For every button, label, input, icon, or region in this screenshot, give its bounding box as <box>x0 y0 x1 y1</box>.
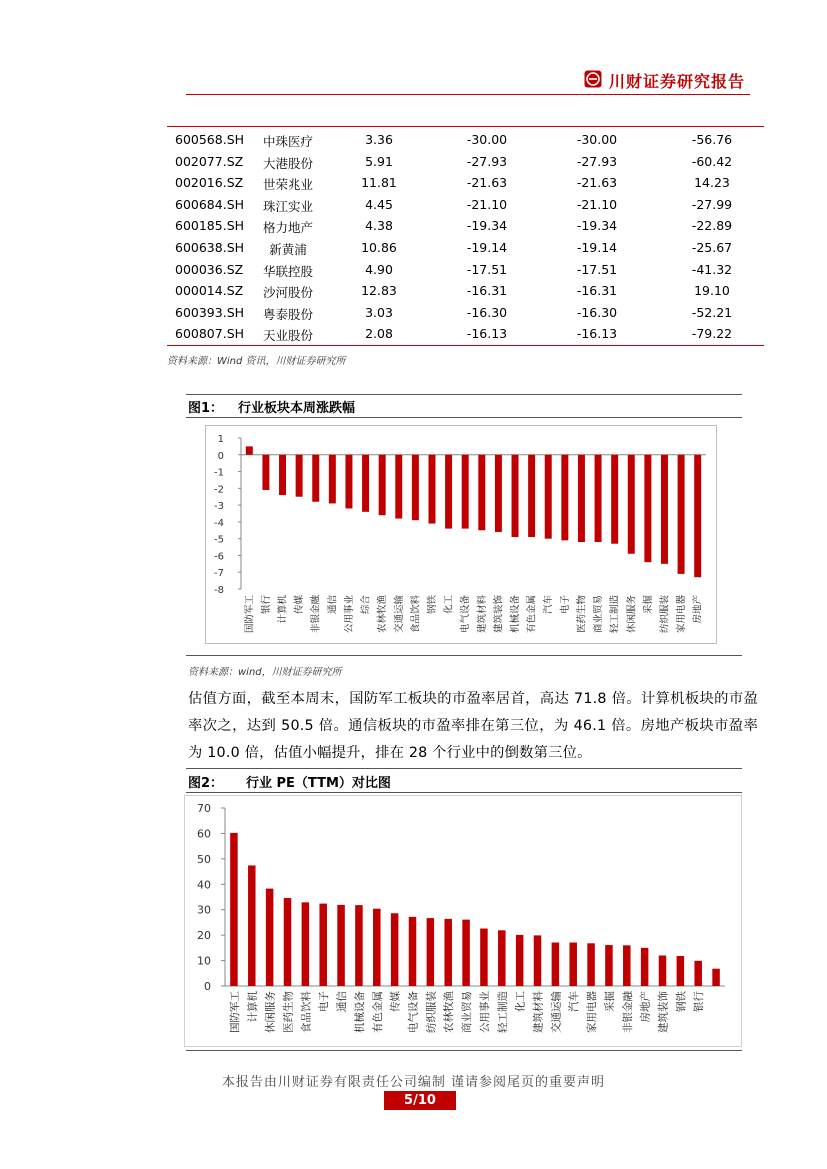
chart2-y-tick-label: 10 <box>197 954 211 968</box>
chart2-bar <box>391 913 399 986</box>
chart2-bar <box>248 865 256 986</box>
table-cell-v1: 5.91 <box>365 153 393 169</box>
chart1-x-tick-label: 汽车 <box>543 595 555 615</box>
chart1-bar <box>428 455 435 524</box>
chart1-y-tick-label: -4 <box>214 517 224 529</box>
chart2-bar <box>712 969 720 986</box>
chart1-x-tick-label: 商业贸易 <box>593 595 605 634</box>
chart1-x-tick-label: 建筑装饰 <box>493 595 505 634</box>
chart1-bar <box>445 455 452 529</box>
table-cell-v3: -27.93 <box>576 153 618 169</box>
chart1-x-tick-label: 综合 <box>360 595 372 615</box>
figure1-source-note: 资料来源：wind，川财证券研究所 <box>188 667 342 678</box>
table-top-border <box>167 126 764 127</box>
figure1-title: 行业板块本周涨跌幅 <box>238 401 356 416</box>
chart2-x-tick-label: 农林牧渔 <box>443 991 456 1033</box>
chart2-bar <box>230 833 238 986</box>
chart1-bar <box>678 455 685 574</box>
chart2-y-tick-label: 30 <box>197 903 211 917</box>
chart1-bar <box>661 455 668 564</box>
chart1-x-tick-label: 纺织服装 <box>659 595 671 634</box>
chart1-bar <box>611 455 618 544</box>
table-cell-code: 600807.SH <box>175 326 245 342</box>
table-cell-v4: 14.23 <box>694 175 730 191</box>
header-divider <box>186 94 750 95</box>
chart2-bar <box>409 917 417 986</box>
table-cell-v3: -17.51 <box>576 261 618 277</box>
table-cell-v1: 12.83 <box>361 283 397 299</box>
chart1-y-tick-label: -6 <box>214 551 224 563</box>
table-bottom-border <box>167 345 764 346</box>
table-cell-name: 华联控股 <box>262 263 313 279</box>
table-cell-v3: -30.00 <box>576 132 618 147</box>
table-cell-code: 000036.SZ <box>175 261 244 277</box>
table-cell-v2: -19.34 <box>466 218 508 234</box>
chart2-y-tick-label: 60 <box>197 827 211 841</box>
chart2-x-tick-label: 非银金融 <box>621 991 634 1033</box>
chart1-x-tick-label: 家用电器 <box>676 595 688 634</box>
chart1-x-tick-label: 轻工制造 <box>609 595 621 634</box>
table-cell-v1: 4.45 <box>365 196 393 212</box>
chart1-x-tick-label: 有色金属 <box>526 595 538 634</box>
table-cell-code: 600684.SH <box>175 196 245 212</box>
chart1-x-tick-label: 机械设备 <box>510 595 522 634</box>
chart2-y-tick-label: 70 <box>197 802 211 815</box>
table-cell-v3: -19.34 <box>576 218 618 234</box>
table-cell-v4: -22.89 <box>691 218 733 234</box>
table-cell-v1: 3.36 <box>365 132 393 147</box>
industry-pe-chart <box>185 796 741 1046</box>
table-row <box>167 194 764 216</box>
chart1-x-tick-label: 公用事业 <box>343 595 355 634</box>
page-number-badge: 5/10 <box>384 1091 456 1110</box>
chart1-bar <box>545 455 552 539</box>
chart1-x-tick-label: 农林牧渔 <box>377 595 389 634</box>
chart2-bar <box>319 904 327 986</box>
chart1-bar <box>312 455 319 502</box>
chart1-x-tick-label: 采掘 <box>642 595 654 615</box>
chart1-bar <box>644 455 651 562</box>
chart1-y-tick-label: 0 <box>217 450 224 462</box>
chart1-bar <box>379 455 386 515</box>
chart1-y-tick-label: -8 <box>214 585 224 596</box>
chart2-y-tick-label: 40 <box>197 878 211 892</box>
chart2-bar <box>516 935 524 986</box>
figure2-chart-frame <box>184 795 742 1047</box>
chart2-x-tick-label: 通信 <box>336 991 349 1012</box>
chart2-bar <box>587 943 595 986</box>
chart2-x-tick-label: 钢铁 <box>675 991 688 1012</box>
chart2-x-tick-label: 银行 <box>693 991 706 1012</box>
chart2-x-tick-label: 交通运输 <box>550 991 563 1033</box>
chart1-bar <box>495 455 502 532</box>
valuation-paragraph <box>188 686 758 767</box>
table-cell-code: 002016.SZ <box>175 175 244 191</box>
figure1-title-rule <box>186 417 742 418</box>
chart2-bar <box>444 919 452 986</box>
chart2-x-tick-label: 计算机 <box>246 991 259 1023</box>
table-cell-v1: 4.38 <box>365 218 393 234</box>
chart1-bar <box>628 455 635 554</box>
chart2-y-tick-label: 0 <box>204 980 211 993</box>
figure1-chart-frame <box>205 425 717 644</box>
table-cell-v3: -16.13 <box>576 326 618 342</box>
table-cell-name: 粤泰股份 <box>262 306 313 322</box>
chart1-bar <box>412 455 419 520</box>
chart2-bar <box>569 943 577 986</box>
chart1-x-tick-label: 银行 <box>260 595 272 615</box>
table-source-note: 资料来源：Wind 资讯，川财证券研究所 <box>167 356 346 367</box>
chart1-y-tick-label: -3 <box>214 501 224 513</box>
table-cell-v4: -60.42 <box>691 153 733 169</box>
chart1-x-tick-label: 传媒 <box>294 595 306 615</box>
chart1-x-tick-label: 医药生物 <box>576 595 588 634</box>
table-cell-v4: -79.22 <box>691 326 733 342</box>
chart1-y-tick-label: -7 <box>214 568 224 580</box>
industry-weekly-change-chart <box>206 426 716 643</box>
chart1-bar <box>462 455 469 529</box>
table-cell-v3: -16.31 <box>576 283 618 299</box>
chart2-x-tick-label: 医药生物 <box>282 991 295 1033</box>
chart1-x-tick-label: 国防军工 <box>244 595 256 634</box>
table-cell-v4: -52.21 <box>691 304 733 320</box>
chart2-bar <box>641 948 649 986</box>
chart1-bar <box>512 455 519 537</box>
chart1-x-tick-label: 非银金融 <box>310 595 322 634</box>
chart1-bar <box>478 455 485 531</box>
chart1-bar <box>694 455 701 577</box>
chart1-bar <box>528 455 535 537</box>
table-cell-v2: -19.14 <box>466 240 508 255</box>
chart2-x-tick-label: 机械设备 <box>353 991 366 1033</box>
table-row <box>167 172 764 194</box>
chart2-x-tick-label: 房地产 <box>639 991 652 1023</box>
chart1-x-tick-label: 休闲服务 <box>626 595 638 634</box>
chart1-bar <box>362 455 369 512</box>
table-row <box>167 323 764 345</box>
table-row <box>167 280 764 302</box>
chart1-x-tick-label: 计算机 <box>277 595 289 624</box>
chart1-bar <box>561 455 568 541</box>
table-cell-v3: -19.14 <box>576 240 618 255</box>
chart1-x-tick-label: 钢铁 <box>426 595 438 615</box>
table-cell-v1: 2.08 <box>365 326 393 342</box>
table-cell-v4: 19.10 <box>694 283 730 299</box>
chart2-bar <box>605 945 613 986</box>
figure2-label: 图2： <box>188 776 224 791</box>
chart2-x-tick-label: 家用电器 <box>586 991 599 1033</box>
figure2-title-rule <box>186 792 742 793</box>
chart2-bar <box>373 909 381 986</box>
figure1-label: 图1： <box>188 401 224 416</box>
table-row <box>167 129 764 151</box>
figure1-top-rule <box>186 394 742 395</box>
valuation-paragraph-text: 估值方面，截至本周末，国防军工板块的市盈率居首，高达 71.8 倍。计算机板块的市盈率次之，达到 50.5 倍。通信板块的市盈率排在第三位，为 46.1 倍。房地产板块市盈率为 10.0 倍，估值小幅提升，排在 28 个行业中的倒数第三位。 <box>188 691 758 761</box>
chart1-x-tick-label: 化工 <box>443 595 455 615</box>
chart1-x-tick-label: 电子 <box>559 595 571 615</box>
table-cell-v1: 4.90 <box>365 261 393 277</box>
table-cell-name: 天业股份 <box>262 328 313 344</box>
chart1-x-tick-label: 电气设备 <box>460 595 472 634</box>
chart1-y-tick-label: -2 <box>214 484 224 496</box>
chart1-y-tick-label: -5 <box>214 534 224 546</box>
chart2-bar <box>302 902 310 986</box>
figure2-bottom-rule <box>186 1050 742 1051</box>
chart2-x-tick-label: 轻工制造 <box>496 991 509 1033</box>
chart2-x-tick-label: 建筑材料 <box>532 991 545 1033</box>
table-cell-name: 新黄浦 <box>269 242 307 257</box>
table-cell-code: 600185.SH <box>175 218 245 234</box>
table-cell-v1: 10.86 <box>361 240 397 255</box>
table-cell-v2: -30.00 <box>466 132 508 147</box>
chart2-bar <box>694 961 702 986</box>
chart2-bar <box>462 920 470 986</box>
chart1-x-tick-label: 房地产 <box>692 595 704 624</box>
chart2-x-tick-label: 国防军工 <box>228 991 241 1033</box>
table-cell-v3: -21.10 <box>576 196 618 212</box>
table-cell-name: 珠江实业 <box>262 198 313 214</box>
table-cell-v4: -25.67 <box>691 240 733 255</box>
table-cell-name: 沙河股份 <box>262 285 313 301</box>
chart2-x-tick-label: 公用事业 <box>478 991 491 1033</box>
chart2-bar <box>355 905 363 986</box>
chart1-bar <box>578 455 585 542</box>
table-cell-v1: 11.81 <box>361 175 397 191</box>
chart2-bar <box>427 918 435 986</box>
table-cell-v3: -21.63 <box>576 175 618 191</box>
chart1-y-tick-label: -1 <box>214 467 224 479</box>
chart2-bar <box>659 955 667 986</box>
chart2-x-tick-label: 采掘 <box>603 991 616 1012</box>
table-row <box>167 215 764 237</box>
table-cell-name: 中珠医疗 <box>262 134 313 149</box>
table-cell-name: 大港股份 <box>262 155 313 171</box>
chart2-x-tick-label: 休闲服务 <box>264 991 277 1033</box>
table-cell-name: 格力地产 <box>262 220 313 236</box>
chart1-x-tick-label: 交通运输 <box>393 595 405 634</box>
chart2-x-tick-label: 电子 <box>318 991 331 1012</box>
chart2-x-tick-label: 商业贸易 <box>461 991 474 1033</box>
chart2-x-tick-label: 建筑装饰 <box>657 991 670 1033</box>
chart2-x-tick-label: 传媒 <box>389 991 402 1012</box>
chart2-bar <box>534 935 542 986</box>
chart1-bar <box>395 455 402 519</box>
chart2-y-tick-label: 50 <box>197 852 211 866</box>
chart1-bar <box>296 455 303 497</box>
table-cell-v1: 3.03 <box>365 304 393 320</box>
table-cell-v2: -17.51 <box>466 261 508 277</box>
chart2-x-tick-label: 电气设备 <box>407 991 420 1033</box>
table-row <box>167 302 764 324</box>
company-logo-icon <box>584 70 602 88</box>
table-cell-v3: -16.30 <box>576 304 618 320</box>
table-row <box>167 259 764 281</box>
chart1-bar <box>262 455 269 490</box>
chart1-bar <box>595 455 602 542</box>
chart2-x-tick-label: 食品饮料 <box>300 991 313 1033</box>
chart1-y-tick-label: 1 <box>217 434 224 445</box>
chart2-y-tick-label: 20 <box>197 929 211 943</box>
report-header-title: 川财证券研究报告 <box>609 72 746 91</box>
table-cell-code: 002077.SZ <box>175 153 244 169</box>
table-cell-code: 600638.SH <box>175 240 245 255</box>
table-cell-code: 600568.SH <box>175 132 245 147</box>
chart1-bar <box>345 455 352 509</box>
chart2-bar <box>266 889 274 986</box>
chart1-bar <box>279 455 286 495</box>
table-cell-code: 000014.SZ <box>175 283 244 299</box>
chart1-bar <box>246 446 253 454</box>
chart2-bar <box>552 943 560 986</box>
chart2-bar <box>677 956 685 986</box>
chart1-bar <box>329 455 336 504</box>
chart2-bar <box>480 929 488 986</box>
table-cell-v2: -21.10 <box>466 196 508 212</box>
table-row <box>167 151 764 173</box>
table-cell-v4: -27.99 <box>691 196 733 212</box>
table-cell-code: 600393.SH <box>175 304 245 320</box>
chart2-x-tick-label: 化工 <box>514 991 527 1012</box>
table-cell-v4: -56.76 <box>691 132 733 147</box>
figure1-bottom-rule <box>186 655 742 656</box>
table-cell-v2: -16.30 <box>466 304 508 320</box>
chart2-bar <box>337 905 345 986</box>
table-cell-v4: -41.32 <box>691 261 733 277</box>
table-cell-v2: -16.31 <box>466 283 508 299</box>
figure2-top-rule <box>186 768 742 769</box>
chart2-bar <box>498 930 506 986</box>
chart2-bar <box>623 945 631 986</box>
chart2-x-tick-label: 纺织服装 <box>425 991 438 1033</box>
table-cell-v2: -16.13 <box>466 326 508 342</box>
chart1-x-tick-label: 通信 <box>327 595 339 615</box>
figure2-title: 行业 PE（TTM）对比图 <box>246 776 391 791</box>
chart2-x-tick-label: 有色金属 <box>371 991 384 1033</box>
table-cell-v2: -21.63 <box>466 175 508 191</box>
table-cell-name: 世荣兆业 <box>262 177 313 193</box>
chart2-bar <box>284 898 292 986</box>
chart1-x-tick-label: 建筑材料 <box>476 595 488 634</box>
table-row <box>167 237 764 259</box>
chart1-x-tick-label: 食品饮料 <box>410 595 422 634</box>
chart2-x-tick-label: 汽车 <box>568 991 581 1012</box>
table-cell-v2: -27.93 <box>466 153 508 169</box>
footer-disclaimer: 本报告由川财证券有限责任公司编制 谨请参阅尾页的重要声明 <box>221 1075 606 1090</box>
